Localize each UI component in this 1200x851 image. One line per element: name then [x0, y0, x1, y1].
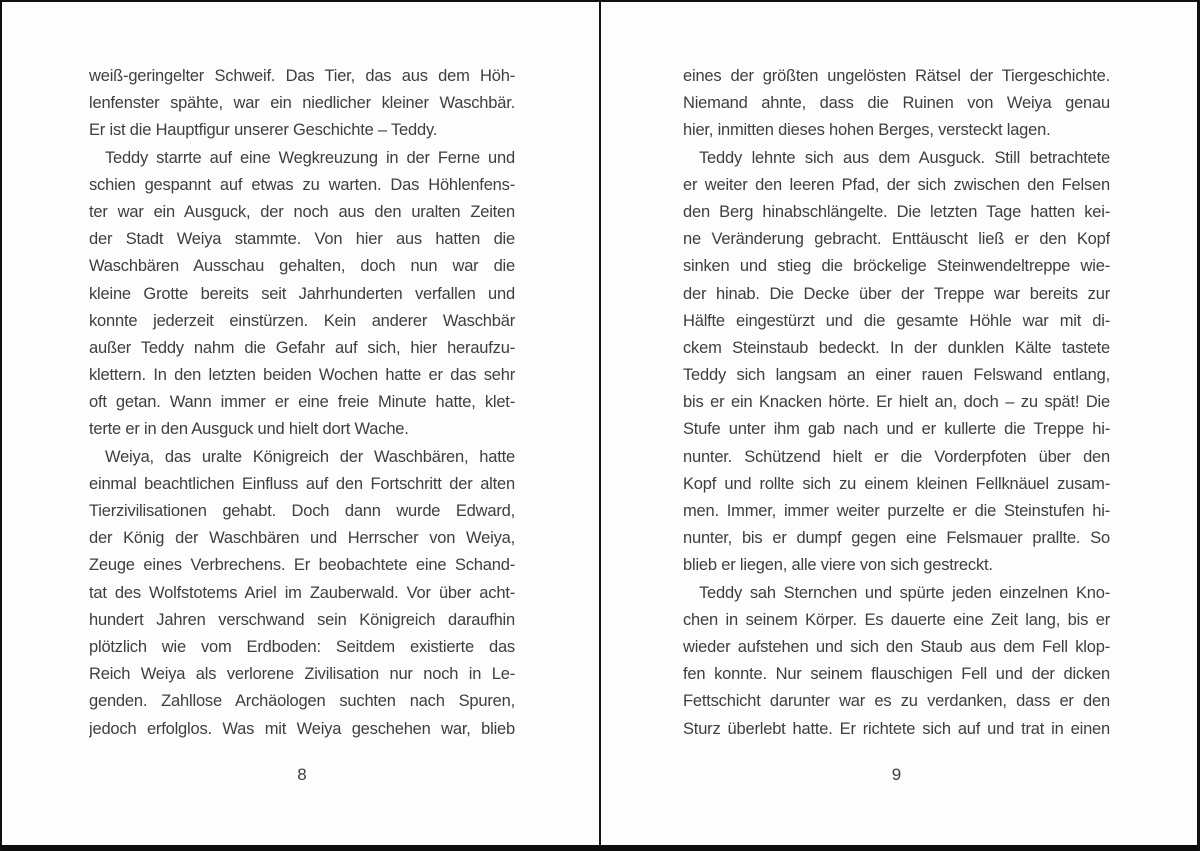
text-line: kleine Grotte bereits seit Jahrhunderten verfallen und	[89, 284, 515, 303]
page-left-number: 8	[297, 765, 307, 784]
text-line: hundert Jahren verschwand sein Königreich daraufhin	[89, 610, 515, 629]
text-line: Stufe unter ihm gab nach und er kullerte die Treppe hi-	[683, 420, 1110, 439]
text-line: Waschbären Ausschau gehalten, doch nun war die	[89, 257, 515, 276]
text-line: weiß-geringelter Schweif. Das Tier, das aus dem Höh-	[89, 67, 515, 85]
text-line: eines der größten ungelösten Rätsel der Tiergeschichte.	[683, 67, 1110, 85]
text-line: ckem Steinstaub bedeckt. In der dunklen Kälte tastete	[683, 338, 1110, 357]
text-line: der Stadt Weiya stammte. Von hier aus hatten die	[89, 230, 515, 249]
text-line: Fettschicht darunter war es zu verdanken, dass er den	[683, 692, 1110, 711]
text-line: Niemand ahnte, dass die Ruinen von Weiya genau	[683, 94, 1110, 113]
text-line: fen konnte. Nur seinem flauschigen Fell und der dicken	[683, 665, 1110, 684]
page-right	[683, 63, 1110, 784]
page-left-text	[89, 63, 515, 743]
text-line: einmal beachtlichen Einfluss auf den Fortschritt der alten	[89, 474, 515, 493]
page-left	[89, 63, 515, 784]
text-line: nunter, bis er dumpf gegen eine Felsmauer prallte. So	[683, 529, 1110, 548]
text-line: der König der Waschbären und Herrscher von Weiya,	[89, 529, 515, 548]
text-line: er weiter den leeren Pfad, der sich zwischen den Felsen	[683, 175, 1110, 194]
frame-top-edge	[0, 0, 1200, 2]
text-line: men. Immer, immer weiter purzelte er die Steinstufen hi-	[683, 502, 1110, 520]
frame-left-edge	[0, 0, 2, 851]
text-line: Teddy starrte auf eine Wegkreuzung in der Ferne und	[105, 148, 515, 167]
text-line: konnte jederzeit einstürzen. Kein anderer Waschbär	[89, 311, 515, 330]
text-line: Er ist die Hauptfigur unserer Geschichte – Teddy.	[89, 121, 438, 140]
text-line: oft getan. Wann immer er eine freie Minute hatte, klet-	[89, 393, 515, 412]
text-line: sinken und stieg die bröckelige Steinwendeltreppe wie-	[683, 257, 1110, 276]
text-line: bis er ein Knacken hörte. Er hielt an, doch – zu spät! Die	[683, 393, 1110, 412]
text-line: tat des Wolfstotems Ariel im Zauberwald. Vor über acht-	[89, 583, 515, 602]
text-line: Zeuge eines Verbrechens. Er beobachtete eine Schand-	[89, 556, 515, 575]
text-line: ne Veränderung gebracht. Enttäuscht ließ er den Kopf	[683, 230, 1110, 249]
text-line: terte er in den Ausguck und hielt dort Wache.	[89, 420, 409, 439]
text-line: Hälfte eingestürzt und die gesamte Höhle war mit di-	[683, 311, 1110, 330]
text-line: ter war ein Ausguck, der noch aus den uralten Zeiten	[89, 202, 515, 221]
page-right-text	[683, 63, 1110, 743]
text-line: hier, inmitten dieses hohen Berges, versteckt lagen.	[683, 121, 1051, 140]
text-line: wieder aufstehen und sich den Staub aus dem Fell klop-	[683, 637, 1110, 656]
text-line: jedoch erfolglos. Was mit Weiya geschehen war, blieb	[89, 719, 515, 738]
text-line: blieb er liegen, alle viere von sich gestreckt.	[683, 556, 993, 575]
text-line: klettern. In den letzten beiden Wochen hatte er das sehr	[89, 366, 515, 385]
text-line: Tierzivilisationen gehabt. Doch dann wurde Edward,	[89, 502, 515, 520]
text-line: Reich Weiya als verlorene Zivilisation nur noch in Le-	[89, 665, 515, 684]
text-line: nunter. Schützend hielt er die Vorderpfoten über den	[683, 447, 1110, 466]
text-line: Teddy lehnte sich aus dem Ausguck. Still betrachtete	[699, 148, 1110, 167]
page-gutter-divider	[599, 0, 601, 845]
text-line: plötzlich wie vom Erdboden: Seitdem existierte das	[89, 637, 515, 656]
text-line: chen in seinem Körper. Es dauerte eine Zeit lang, bis er	[683, 610, 1110, 629]
text-line: lenfenster spähte, war ein niedlicher kleiner Waschbär.	[89, 94, 515, 113]
text-line: Teddy sich langsam an einer rauen Felswand entlang,	[683, 366, 1110, 385]
text-line: Weiya, das uralte Königreich der Waschbären, hatte	[105, 447, 515, 466]
page-right-number: 9	[891, 765, 902, 784]
text-line: den Berg hinabschlängelte. Die letzten Tage hatten kei-	[683, 202, 1110, 221]
text-line: Sturz überlebt hatte. Er richtete sich auf und trat in einen	[683, 719, 1110, 738]
text-line: der hinab. Die Decke über der Treppe war bereits zur	[683, 284, 1110, 303]
text-line: genden. Zahllose Archäologen suchten nach Spuren,	[89, 692, 515, 711]
text-line: schien gespannt auf etwas zu warten. Das Höhlenfens-	[89, 175, 515, 194]
text-line: außer Teddy nahm die Gefahr auf sich, hier heraufzu-	[89, 338, 515, 357]
text-line: Kopf und rollte sich zu einem kleinen Fellknäuel zusam-	[683, 474, 1110, 493]
frame-bottom-edge	[0, 845, 1200, 851]
text-line: Teddy sah Sternchen und spürte jeden einzelnen Kno-	[699, 583, 1110, 602]
